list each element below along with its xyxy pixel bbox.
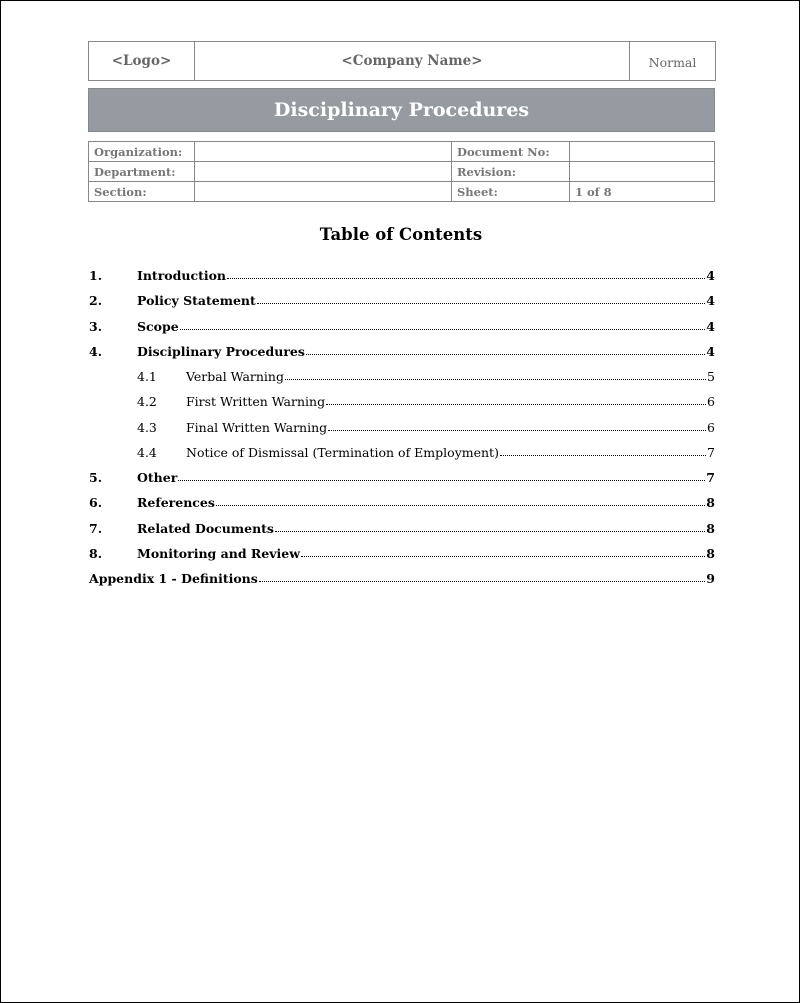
section-value	[195, 182, 452, 202]
department-label: Department:	[89, 162, 195, 182]
toc-entry-label: Other	[137, 470, 178, 485]
sheet-value: 1 of 8	[570, 182, 715, 202]
toc-dot-leader	[216, 505, 705, 506]
toc-dot-leader	[275, 531, 705, 532]
toc-dot-leader	[326, 404, 706, 405]
toc-entry-page: 4	[706, 319, 715, 334]
document-title: Disciplinary Procedures	[273, 99, 530, 121]
toc-entry-page: 9	[706, 571, 715, 586]
sheet-label: Sheet:	[452, 182, 570, 202]
department-value	[195, 162, 452, 182]
toc-dot-leader	[500, 455, 706, 456]
toc-entry-label: First Written Warning	[186, 394, 326, 409]
toc-entry-number: 4.3	[137, 420, 157, 435]
toc-dot-leader	[301, 556, 705, 557]
toc-entry-label: Policy Statement	[137, 293, 256, 308]
revision-value	[570, 162, 715, 182]
toc-entry-page: 5	[707, 369, 715, 384]
toc-entry-number: 4.4	[137, 445, 157, 460]
document-no-value	[570, 142, 715, 162]
header-table	[88, 41, 716, 81]
toc-entry-page: 4	[706, 344, 715, 359]
toc-entry-page: 8	[706, 495, 715, 510]
toc-entry-number: 6.	[89, 495, 103, 510]
toc-entry[interactable]	[89, 415, 715, 435]
company-name: <Company Name>	[195, 42, 630, 80]
organization-label: Organization:	[89, 142, 195, 162]
toc-entry-label: Verbal Warning	[186, 369, 284, 384]
toc-entry-label: Introduction	[137, 268, 227, 283]
toc-entry[interactable]	[89, 314, 715, 334]
toc-entry-label: Final Written Warning	[186, 420, 328, 435]
toc-dot-leader	[259, 581, 705, 582]
toc-entry[interactable]	[89, 339, 715, 359]
toc-entry-number: 7.	[89, 521, 103, 536]
toc-entry-page: 6	[707, 394, 715, 409]
toc-entry-page: 4	[706, 268, 715, 283]
toc-entry[interactable]	[89, 516, 715, 536]
toc-entry-number: 8.	[89, 546, 103, 561]
toc-dot-leader	[328, 430, 706, 431]
info-row	[89, 182, 715, 202]
toc-entry-number: 3.	[89, 319, 103, 334]
section-label: Section:	[89, 182, 195, 202]
revision-label: Revision:	[452, 162, 570, 182]
toc-entry-label: Monitoring and Review	[137, 546, 300, 561]
toc-entry[interactable]	[89, 490, 715, 510]
toc-entry-number: 4.1	[137, 369, 157, 384]
title-bar	[88, 88, 715, 132]
toc-entry-page: 7	[706, 470, 715, 485]
toc-dot-leader	[227, 278, 705, 279]
toc-entry-page: 4	[706, 293, 715, 308]
toc-entry[interactable]	[89, 288, 715, 308]
toc-entry[interactable]	[89, 389, 715, 409]
toc-entry-number: 4.2	[137, 394, 157, 409]
toc-entry-label: Notice of Dismissal (Termination of Employment)	[186, 445, 499, 460]
toc-entry[interactable]	[89, 465, 715, 485]
toc-entry-number: 4.	[89, 344, 103, 359]
toc-entry-page: 6	[707, 420, 715, 435]
toc-entry-label: Scope	[137, 319, 179, 334]
document-info-table	[88, 141, 715, 202]
toc-entry[interactable]	[89, 263, 715, 283]
toc-dot-leader	[285, 379, 706, 380]
toc-entry-label: Related Documents	[137, 521, 274, 536]
toc-entry[interactable]	[89, 566, 715, 586]
toc-entry-label: Appendix 1 - Definitions	[89, 571, 258, 586]
toc-entry[interactable]	[89, 364, 715, 384]
toc-title: Table of Contents	[319, 225, 483, 244]
toc-entry-page: 8	[706, 546, 715, 561]
toc-entry-number: 5.	[89, 470, 103, 485]
info-row	[89, 142, 715, 162]
logo-placeholder: <Logo>	[89, 42, 195, 80]
toc-entry-page: 8	[706, 521, 715, 536]
toc-dot-leader	[180, 329, 706, 330]
toc-dot-leader	[178, 480, 705, 481]
organization-value	[195, 142, 452, 162]
toc-entry-page: 7	[707, 445, 715, 460]
toc-entry-number: 1.	[89, 268, 103, 283]
toc-entry-label: Disciplinary Procedures	[137, 344, 305, 359]
toc-entry-number: 2.	[89, 293, 103, 308]
toc-dot-leader	[257, 303, 706, 304]
toc-entry[interactable]	[89, 440, 715, 460]
info-row	[89, 162, 715, 182]
toc-entry-label: References	[137, 495, 215, 510]
document-status: Normal	[648, 54, 697, 70]
toc-entry[interactable]	[89, 541, 715, 561]
toc-dot-leader	[306, 354, 705, 355]
document-no-label: Document No:	[452, 142, 570, 162]
